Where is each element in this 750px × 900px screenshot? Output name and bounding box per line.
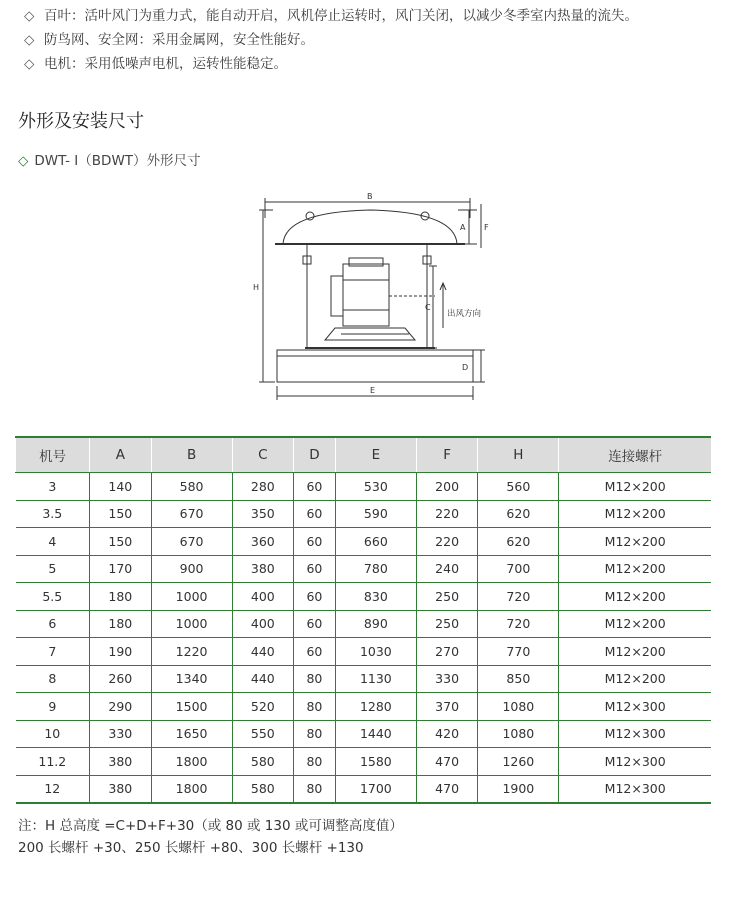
table-cell: 420 [416, 720, 477, 748]
table-row [16, 638, 712, 666]
table-cell: 60 [294, 583, 336, 611]
column-header: F [416, 437, 477, 473]
table-cell: 1000 [151, 610, 232, 638]
note-line: 200 长螺杆 +30、250 长螺杆 +80、300 长螺杆 +130 [18, 840, 364, 856]
table-cell: 280 [232, 473, 293, 501]
sub-title-text: DWT- Ⅰ（BDWT）外形尺寸 [34, 153, 201, 169]
diamond-icon: ◇ [18, 153, 29, 169]
table-cell: 1080 [478, 720, 559, 748]
table-cell: 1650 [151, 720, 232, 748]
column-header: C [232, 437, 293, 473]
table-cell: 1220 [151, 638, 232, 666]
table-cell: 1580 [335, 748, 416, 776]
table-cell: 12 [16, 775, 90, 803]
table-cell: M12×200 [559, 610, 711, 638]
table-cell: 11.2 [16, 748, 90, 776]
table-cell: 270 [416, 638, 477, 666]
column-header: D [294, 437, 336, 473]
table-cell: 720 [478, 610, 559, 638]
label-outlet: 出风方向 [447, 309, 482, 319]
table-cell: 470 [416, 748, 477, 776]
sub-title [18, 149, 201, 169]
label-A: A [460, 223, 466, 232]
table-cell: 720 [478, 583, 559, 611]
table-cell: 620 [478, 528, 559, 556]
dimension-table [15, 436, 711, 804]
table-cell: 6 [16, 610, 90, 638]
table-cell: 1700 [335, 775, 416, 803]
section-title: 外形及安装尺寸 [18, 111, 144, 132]
table-cell: 400 [232, 583, 293, 611]
table-cell: M12×300 [559, 748, 711, 776]
table-cell: 10 [16, 720, 90, 748]
label-B: B [367, 192, 373, 201]
table-row [16, 473, 712, 501]
table-cell: 330 [90, 720, 151, 748]
table-cell: 8 [16, 665, 90, 693]
table-cell: M12×200 [559, 665, 711, 693]
label-D: D [462, 363, 469, 372]
table-cell: 900 [151, 555, 232, 583]
table-cell: 440 [232, 665, 293, 693]
table-cell: 60 [294, 610, 336, 638]
table-cell: 80 [294, 693, 336, 721]
table-cell: 1000 [151, 583, 232, 611]
table-cell: 5 [16, 555, 90, 583]
table-cell: M12×300 [559, 720, 711, 748]
table-cell: 580 [232, 775, 293, 803]
table-cell: M12×200 [559, 583, 711, 611]
table-cell: 250 [416, 610, 477, 638]
table-cell: 3.5 [16, 500, 90, 528]
table-row [16, 583, 712, 611]
table-cell: 590 [335, 500, 416, 528]
column-header: 连接螺杆 [559, 437, 711, 473]
column-header: H [478, 437, 559, 473]
label-H: H [253, 283, 260, 292]
fan-dimension-drawing [245, 188, 495, 403]
table-row [16, 720, 712, 748]
table-cell: 830 [335, 583, 416, 611]
bullet-text: 电机：采用低噪声电机，运转性能稳定。 [44, 56, 287, 72]
table-cell: 670 [151, 528, 232, 556]
table-cell: 1280 [335, 693, 416, 721]
table-cell: 190 [90, 638, 151, 666]
table-cell: 180 [90, 583, 151, 611]
table-cell: 440 [232, 638, 293, 666]
table-row [16, 693, 712, 721]
table-cell: 530 [335, 473, 416, 501]
table-cell: 1440 [335, 720, 416, 748]
table-cell: M12×200 [559, 638, 711, 666]
table-cell: 60 [294, 473, 336, 501]
table-cell: 1500 [151, 693, 232, 721]
table-cell: 60 [294, 555, 336, 583]
table-row [16, 500, 712, 528]
table-cell: 660 [335, 528, 416, 556]
table-cell: 1080 [478, 693, 559, 721]
list-item [24, 52, 744, 76]
table-cell: 580 [232, 748, 293, 776]
table-cell: 550 [232, 720, 293, 748]
feature-list [24, 4, 744, 76]
table-cell: 890 [335, 610, 416, 638]
label-E: E [370, 386, 376, 395]
table-cell: 80 [294, 748, 336, 776]
diamond-icon: ◇ [24, 56, 35, 72]
table-cell: 4 [16, 528, 90, 556]
table-cell: 1130 [335, 665, 416, 693]
table-row [16, 528, 712, 556]
table-cell: M12×300 [559, 775, 711, 803]
table-cell: 260 [90, 665, 151, 693]
table-cell: M12×200 [559, 528, 711, 556]
table-cell: 380 [90, 775, 151, 803]
table-cell: 580 [151, 473, 232, 501]
table-cell: 1800 [151, 748, 232, 776]
table-cell: 80 [294, 720, 336, 748]
table-cell: 7 [16, 638, 90, 666]
column-header: 机号 [16, 437, 90, 473]
table-row [16, 665, 712, 693]
table-row [16, 775, 712, 803]
table-cell: 60 [294, 638, 336, 666]
table-cell: 620 [478, 500, 559, 528]
table-cell: 140 [90, 473, 151, 501]
table-row [16, 748, 712, 776]
table-cell: 1800 [151, 775, 232, 803]
table-cell: 150 [90, 528, 151, 556]
table-cell: 5.5 [16, 583, 90, 611]
table-cell: 400 [232, 610, 293, 638]
table-cell: 330 [416, 665, 477, 693]
table-cell: 780 [335, 555, 416, 583]
table-cell: 670 [151, 500, 232, 528]
label-F: F [484, 223, 489, 232]
table-cell: 700 [478, 555, 559, 583]
table-cell: 370 [416, 693, 477, 721]
column-header: E [335, 437, 416, 473]
table-cell: 180 [90, 610, 151, 638]
table-row [16, 555, 712, 583]
table-cell: M12×200 [559, 555, 711, 583]
table-cell: 850 [478, 665, 559, 693]
table-cell: 380 [90, 748, 151, 776]
notes [18, 815, 403, 859]
table-cell: 1900 [478, 775, 559, 803]
note-line: 注：H 总高度 =C+D+F+30（或 80 或 130 或可调整高度值） [18, 818, 403, 834]
table-cell: 360 [232, 528, 293, 556]
table-cell: M12×300 [559, 693, 711, 721]
table-cell: 350 [232, 500, 293, 528]
column-header: A [90, 437, 151, 473]
table-cell: 1030 [335, 638, 416, 666]
table-cell: 80 [294, 665, 336, 693]
bullet-text: 防鸟网、安全网：采用金属网，安全性能好。 [44, 32, 314, 48]
list-item [24, 4, 744, 28]
table-cell: 520 [232, 693, 293, 721]
bullet-text: 百叶：活叶风门为重力式，能自动开启，风机停止运转时，风门关闭，以减少冬季室内热量的流失。 [44, 8, 638, 24]
table-cell: 3 [16, 473, 90, 501]
table-cell: 60 [294, 528, 336, 556]
table-cell: 240 [416, 555, 477, 583]
table-cell: 220 [416, 500, 477, 528]
table-cell: M12×200 [559, 473, 711, 501]
table-cell: 560 [478, 473, 559, 501]
table-cell: 770 [478, 638, 559, 666]
table-cell: 60 [294, 500, 336, 528]
table-cell: M12×200 [559, 500, 711, 528]
list-item [24, 28, 744, 52]
table-cell: 290 [90, 693, 151, 721]
table-header-row [16, 437, 712, 473]
table-cell: 150 [90, 500, 151, 528]
table-cell: 250 [416, 583, 477, 611]
table-cell: 380 [232, 555, 293, 583]
table-cell: 80 [294, 775, 336, 803]
label-C: C [425, 303, 431, 312]
diamond-icon: ◇ [24, 32, 35, 48]
table-cell: 200 [416, 473, 477, 501]
table-cell: 9 [16, 693, 90, 721]
table-cell: 1260 [478, 748, 559, 776]
table-cell: 170 [90, 555, 151, 583]
table-cell: 1340 [151, 665, 232, 693]
table-cell: 220 [416, 528, 477, 556]
table-cell: 470 [416, 775, 477, 803]
column-header: B [151, 437, 232, 473]
diamond-icon: ◇ [24, 8, 35, 24]
table-row [16, 610, 712, 638]
